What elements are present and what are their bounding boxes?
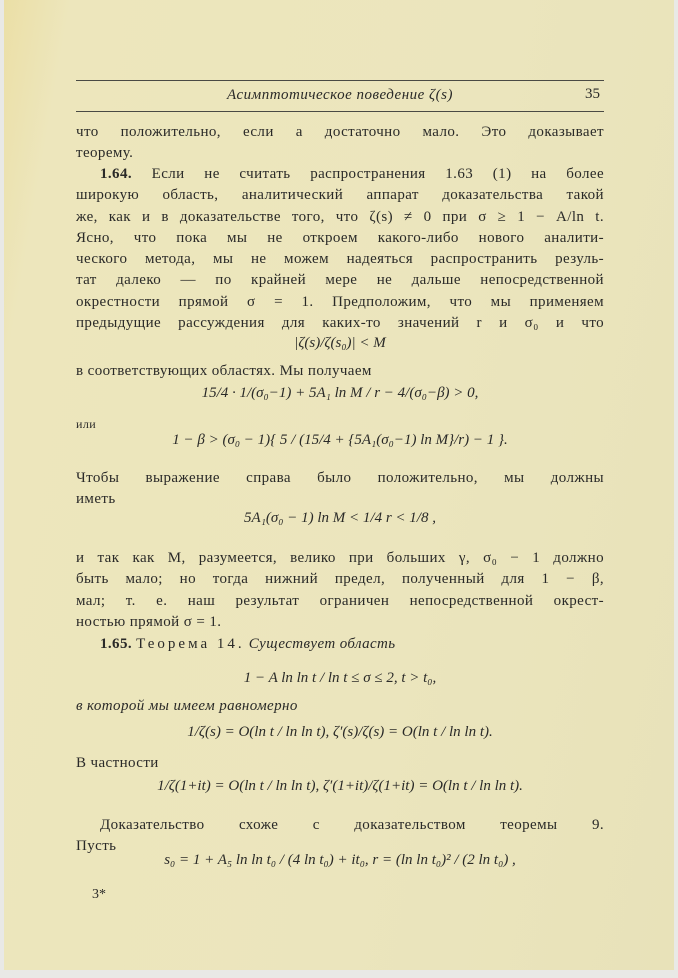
paragraph-5 bbox=[76, 468, 604, 511]
theorem-statement: Существует область bbox=[248, 636, 396, 652]
formula-3: 1 − β > (σ₀ − 1){ 5 / (15/4 + {5A₁(σ₀−1) ln M}/r) − 1 }. bbox=[172, 432, 508, 448]
text-line: предыдущие рассуждения для каких-то значений r и σ₀ и что bbox=[76, 315, 604, 332]
paragraph-7 bbox=[76, 753, 604, 774]
section-number: 1.64. bbox=[100, 166, 132, 182]
formula-1: |ζ(s)/ζ(s₀)| < M bbox=[294, 335, 386, 351]
text-line bbox=[76, 634, 604, 655]
theorem-continuation bbox=[76, 696, 604, 717]
paragraph-3 bbox=[76, 361, 604, 382]
text-line: В частности bbox=[76, 755, 159, 771]
formula-2: 15/4 · 1/(σ₀−1) + 5A₁ ln M / r − 4/(σ₀−β) > 0, bbox=[201, 385, 479, 401]
formula-8: s₀ = 1 + A₅ ln ln t₀ / (4 ln t₀) + it₀, r = (ln ln t₀)² / (2 ln t₀) , bbox=[164, 852, 516, 868]
text-line: тат далеко — по крайней мере не дальше непосредственной bbox=[76, 272, 604, 289]
text-line: мал; т. е. наш результат ограничен непосредственной окрест- bbox=[76, 592, 604, 609]
running-title: Асимптотическое поведение ζ(s) bbox=[227, 87, 453, 103]
text-line: иметь bbox=[76, 491, 116, 508]
text-line: же, как и в доказательстве того, что ζ(s) ≠ 0 при σ ≥ 1 − A/ln t. bbox=[76, 208, 604, 225]
text-line: в соответствующих областях. Мы получаем bbox=[76, 363, 372, 379]
text-line: быть мало; но тогда нижний предел, полученный для 1 − β, bbox=[76, 571, 604, 588]
text-line: ческого метода, мы не можем надеяться распространить резуль- bbox=[76, 251, 604, 268]
text-line: окрестности прямой σ = 1. Предположим, что мы применяем bbox=[76, 293, 604, 310]
text-line: теорему. bbox=[76, 145, 134, 162]
text-span: Если не считать распространения 1.63 (1) на более bbox=[151, 166, 604, 182]
text-line: Чтобы выражение справа было положительно, мы должны bbox=[76, 470, 604, 486]
text-line: ностью прямой σ = 1. bbox=[76, 613, 222, 630]
formula-5: 1 − A ln ln t / ln t ≤ σ ≤ 2, t > t₀, bbox=[243, 670, 437, 686]
running-header bbox=[76, 80, 604, 112]
text-line: Пусть bbox=[76, 838, 117, 855]
text-line: широкую область, аналитический аппарат доказательства такой bbox=[76, 187, 604, 204]
formula-4: 5A₁(σ₀ − 1) ln M < 1/4 r < 1/8 , bbox=[244, 510, 436, 526]
text-line: или bbox=[76, 417, 97, 431]
paragraph-6 bbox=[76, 548, 604, 633]
text-line: Ясно, что пока мы не откроем какого-либо нового аналити- bbox=[76, 229, 604, 246]
book-page bbox=[4, 0, 674, 970]
theorem-label: Теорема 14. bbox=[136, 636, 245, 652]
paragraph-1 bbox=[76, 122, 604, 165]
theorem-14 bbox=[76, 634, 604, 655]
paragraph-1-64 bbox=[76, 164, 604, 334]
text-line: в которой мы имеем равномерно bbox=[76, 698, 298, 714]
text-line: Доказательство схоже с доказательством теоремы 9. bbox=[100, 817, 604, 833]
formula-7: 1/ζ(1+it) = O(ln t / ln ln t), ζ′(1+it)/ζ(1+it) = O(ln t / ln ln t). bbox=[157, 778, 523, 794]
text-line bbox=[76, 164, 604, 185]
text-line: и так как M, разумеется, велико при больших γ, σ₀ − 1 должно bbox=[76, 550, 604, 566]
page-number: 35 bbox=[585, 86, 600, 102]
text-line: что положительно, если a достаточно мало. Это доказывает bbox=[76, 124, 604, 140]
formula-6: 1/ζ(s) = O(ln t / ln ln t), ζ′(s)/ζ(s) = O(ln t / ln ln t). bbox=[187, 724, 493, 740]
section-number: 1.65. bbox=[100, 636, 132, 652]
printer-signature: 3* bbox=[92, 887, 106, 902]
